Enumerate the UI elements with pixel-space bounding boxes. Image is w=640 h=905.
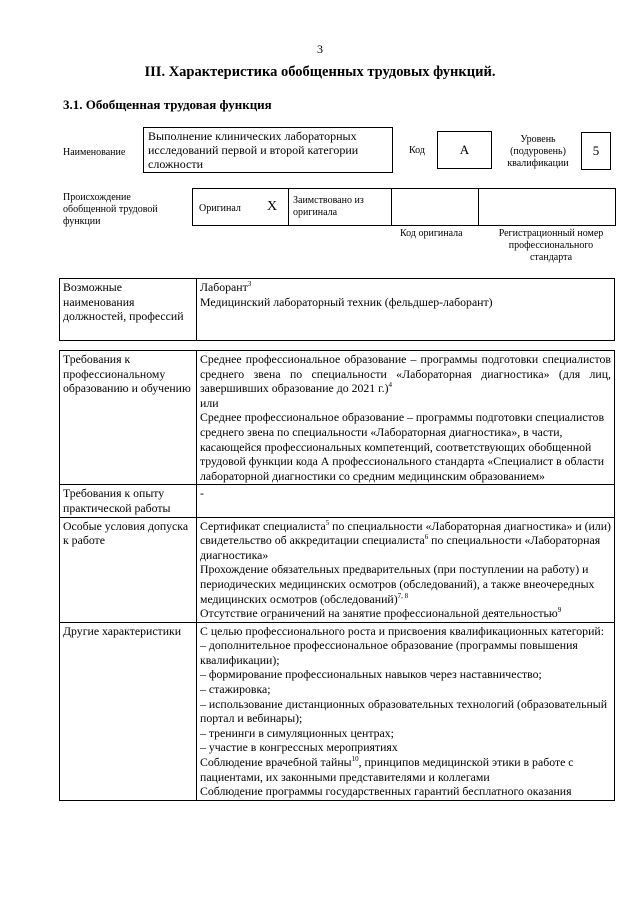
education-value	[197, 351, 615, 485]
level-value: 5	[592, 143, 600, 158]
name-value: Выполнение клинических лабораторных исследований первой и второй категории сложности	[148, 129, 359, 171]
admission-text: Сертификат специалиста	[200, 518, 326, 533]
divider	[478, 189, 479, 225]
code-label: Код	[409, 145, 425, 156]
other-p3: Соблюдение программы государственных гарантий бесплатного оказания	[200, 784, 572, 799]
footnote-ref: 7, 8	[397, 591, 409, 600]
admission-value	[197, 517, 615, 622]
position-2: Медицинский лабораторный техник (фельдшер-лаборант)	[200, 294, 493, 309]
footnote-ref: 5	[325, 518, 330, 527]
code-value: А	[459, 142, 470, 157]
other-item: – дополнительное профессиональное образование (программы повышения квалификации);	[200, 638, 578, 667]
experience-value: -	[197, 485, 615, 517]
code-value-box	[437, 131, 492, 169]
admission-p2: Прохождение обязательных предварительных (при поступлении на работу) и периодических медицинских осмотров (обследований), а также внеочередных медицинских осмотров (обследований)	[200, 562, 595, 606]
requirements-table	[59, 350, 615, 801]
experience-label: Требования к опыту практической работы	[60, 485, 197, 517]
other-p2: Соблюдение врачебной тайны	[200, 755, 352, 770]
admission-text: по специальности «Лабораторная диагностика» и (или) свидетельство об аккредитации специалиста	[200, 518, 611, 548]
code-original-label: Код оригинала	[400, 228, 463, 239]
education-or: или	[200, 395, 219, 410]
education-label: Требования к профессиональному образованию и обучению	[60, 351, 197, 485]
name-value-box	[143, 127, 393, 173]
education-p1: Среднее профессиональное образование – программы подготовки специалистов среднего звена по специальности «Лабораторная диагностика» (для лиц, завершивших образование до 2021 г.)	[200, 352, 611, 396]
other-label: Другие характеристики	[60, 622, 197, 800]
origin-row	[192, 188, 616, 226]
original-label: Оригинал	[199, 203, 241, 214]
page-number: 3	[317, 42, 323, 56]
other-item: – тренинги в симуляционных центрах;	[200, 725, 394, 740]
divider	[288, 189, 289, 225]
footnote-ref: 6	[424, 533, 429, 542]
admission-text: по специальности «Лабораторная диагностика»	[200, 533, 601, 562]
original-mark: X	[267, 199, 278, 214]
positions-values	[197, 279, 615, 341]
divider	[391, 189, 392, 225]
other-item: – формирование профессиональных навыков через наставничество;	[200, 667, 542, 682]
other-item: – стажировка;	[200, 682, 271, 697]
name-label: Наименование	[63, 147, 126, 158]
section-title: III. Характеристика обобщенных трудовых функций.	[144, 64, 496, 80]
footnote-ref: 9	[557, 606, 562, 615]
other-p2: , принципов медицинской этики в работе с пациентами, их законными представителями и коллегами	[200, 755, 574, 784]
footnote-ref: 10	[351, 755, 359, 764]
level-label: Уровень (подуровень) квалификации	[507, 134, 569, 169]
positions-label: Возможные наименования должностей, профессий	[60, 279, 197, 341]
footnote-ref: 3	[247, 280, 252, 289]
origin-label: Происхождение обобщенной трудовой функции	[63, 192, 158, 227]
borrowed-label: Заимствовано из оригинала	[293, 195, 364, 218]
positions-table	[59, 278, 615, 341]
admission-label: Особые условия допуска к работе	[60, 517, 197, 622]
subsection-title: 3.1. Обобщенная трудовая функция	[63, 97, 272, 112]
position-1: Лаборант	[200, 280, 248, 294]
other-item: – участие в конгрессных мероприятиях	[200, 740, 398, 755]
education-p2: Среднее профессиональное образование – программы подготовки специалистов среднего звена по специальности «Лабораторная диагностика», в части, касающейся профессиональных компетенций, соответствующих обобщенной трудовой функции кода А профессионального стандарта «Специалист в области лабораторной диагностики со средним медицинским образованием»	[200, 410, 605, 483]
other-value	[197, 622, 615, 800]
other-intro: С целью профессионального роста и присвоения квалификационных категорий:	[200, 623, 604, 638]
reg-number-label: Регистрационный номер профессионального стандарта	[498, 228, 604, 263]
level-value-box	[581, 132, 611, 170]
admission-p3: Отсутствие ограничений на занятие профессиональной деятельностью	[200, 606, 558, 621]
other-item: – использование дистанционных образовательных технологий (образовательный портал и вебинары);	[200, 696, 608, 726]
footnote-ref: 4	[388, 381, 393, 390]
